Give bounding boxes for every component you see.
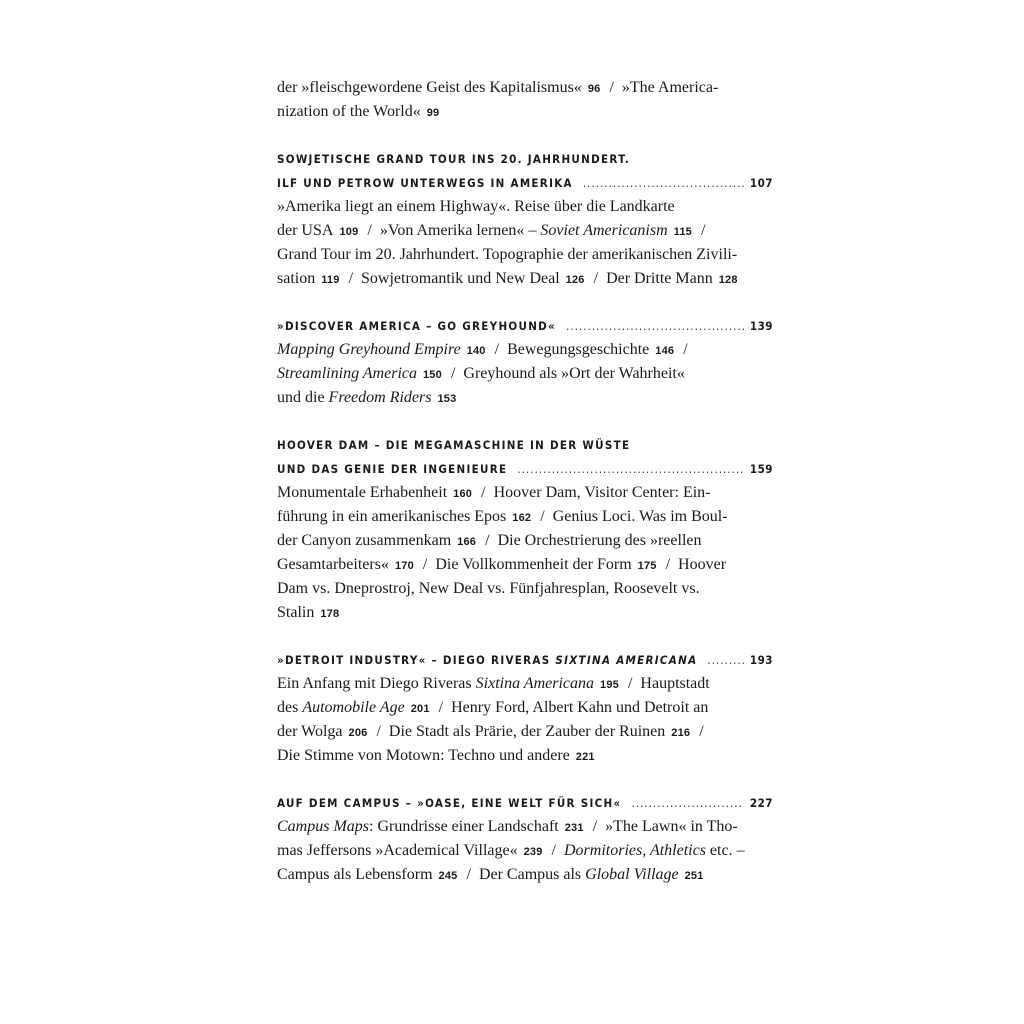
page-number: 96: [587, 83, 601, 95]
chapter-page-number: 193: [749, 653, 773, 667]
page-number: 221: [575, 751, 595, 763]
toc-entry: [277, 648, 773, 768]
toc-entry: [277, 147, 773, 291]
page-number: 239: [523, 846, 543, 858]
toc-text-line: der Canyon zusammenkam 166 / Die Orchestrierung des »reellen: [277, 532, 702, 549]
chapter-page-number: 107: [749, 176, 773, 190]
chapter-heading: »DETROIT INDUSTRY« – DIEGO RIVERAS SIXTINA AMERICANA ..... 193: [277, 648, 773, 672]
toc-text-line: Dam vs. Dneprostroj, New Deal vs. Fünfjahresplan, Roosevelt vs.: [277, 580, 700, 597]
chapter-heading: ILF UND PETROW UNTERWEGS IN AMERIKA ..... 107: [277, 171, 773, 195]
page-number: 119: [321, 274, 340, 286]
toc-entry: [277, 433, 773, 625]
page-number: 150: [422, 369, 442, 381]
toc-text-line: Monumentale Erhabenheit 160 / Hoover Dam, Visitor Center: Ein-: [277, 484, 711, 501]
toc-text-line: Streamlining America 150 / Greyhound als »Ort der Wahrheit«: [277, 365, 685, 382]
toc-text-line: Campus Maps: Grundrisse einer Landschaft 231 / »The Lawn« in Tho-: [277, 818, 738, 835]
chapter-heading: »DISCOVER AMERICA – GO GREYHOUND« ..... 139: [277, 314, 773, 338]
toc-text-line: Ein Anfang mit Diego Riveras Sixtina Americana 195 / Hauptstadt: [277, 675, 710, 692]
toc-text-line: sation 119 / Sowjetromantik und New Deal 126 / Der Dritte Mann 128: [277, 270, 738, 287]
toc-text-line: und die Freedom Riders 153: [277, 389, 457, 406]
toc-text-line: des Automobile Age 201 / Henry Ford, Albert Kahn und Detroit an: [277, 699, 709, 716]
page-number: 126: [565, 274, 585, 286]
toc-text-line: der »fleischgewordene Geist des Kapitalismus« 96 / »The America-: [277, 79, 719, 96]
page-number: 195: [600, 679, 619, 691]
page-number: 201: [410, 703, 430, 715]
page-number: 166: [457, 536, 477, 548]
toc-text-line: »Amerika liegt an einem Highway«. Reise über die Landkarte: [277, 198, 675, 215]
chapter-page-number: 139: [749, 319, 773, 333]
page-number: 245: [438, 870, 458, 882]
chapter-page-number: 227: [749, 796, 773, 810]
page-number: 170: [394, 560, 414, 572]
page-number: 128: [718, 274, 738, 286]
page-number: 231: [564, 822, 584, 834]
toc-entry: [277, 791, 773, 887]
toc-text-line: der Wolga 206 / Die Stadt als Prärie, der Zauber der Ruinen 216 /: [277, 723, 704, 740]
page-number: 162: [512, 512, 532, 524]
toc-text-line: führung in ein amerikanisches Epos 162 / Genius Loci. Was im Boul-: [277, 508, 728, 525]
page-number: 146: [655, 345, 675, 357]
toc-text-line: nization of the World« 99: [277, 103, 440, 120]
page-number: 115: [673, 226, 692, 238]
page-number: 251: [684, 870, 704, 882]
page-number: 153: [437, 393, 457, 405]
chapter-heading: UND DAS GENIE DER INGENIEURE ..... 159: [277, 457, 773, 481]
toc-text-line: Gesamtarbeiters« 170 / Die Vollkommenheit der Form 175 / Hoover: [277, 556, 727, 573]
table-of-contents: [277, 76, 773, 887]
page-number: 175: [637, 560, 657, 572]
chapter-heading: SOWJETISCHE GRAND TOUR INS 20. JAHRHUNDERT.: [277, 152, 630, 166]
chapter-heading: AUF DEM CAMPUS – »OASE, EINE WELT FÜR SICH« ..... 227: [277, 791, 773, 815]
toc-entry: [277, 314, 773, 410]
toc-text-line: mas Jeffersons »Academical Village« 239 / Dormitories, Athletics etc. –: [277, 842, 745, 859]
toc-text-line: Die Stimme von Motown: Techno und andere 221: [277, 747, 595, 764]
page-number: 109: [339, 226, 359, 238]
toc-text-line: Grand Tour im 20. Jahrhundert. Topographie der amerikanischen Zivili-: [277, 246, 738, 263]
page-number: 99: [426, 107, 440, 119]
toc-entry-continuation: [277, 76, 773, 124]
page-number: 216: [671, 727, 691, 739]
chapter-heading: HOOVER DAM – DIE MEGAMASCHINE IN DER WÜSTE: [277, 438, 631, 452]
toc-text-line: Campus als Lebensform 245 / Der Campus als Global Village 251: [277, 866, 704, 883]
chapter-page-number: 159: [749, 462, 773, 476]
toc-text-line: Stalin 178: [277, 604, 340, 621]
toc-text-line: der USA 109 / »Von Amerika lernen« – Soviet Americanism 115 /: [277, 222, 706, 239]
page-number: 140: [466, 345, 486, 357]
page-number: 160: [453, 488, 473, 500]
toc-text-line: Mapping Greyhound Empire 140 / Bewegungsgeschichte 146 /: [277, 341, 688, 358]
page-number: 206: [348, 727, 368, 739]
page-number: 178: [320, 608, 340, 620]
